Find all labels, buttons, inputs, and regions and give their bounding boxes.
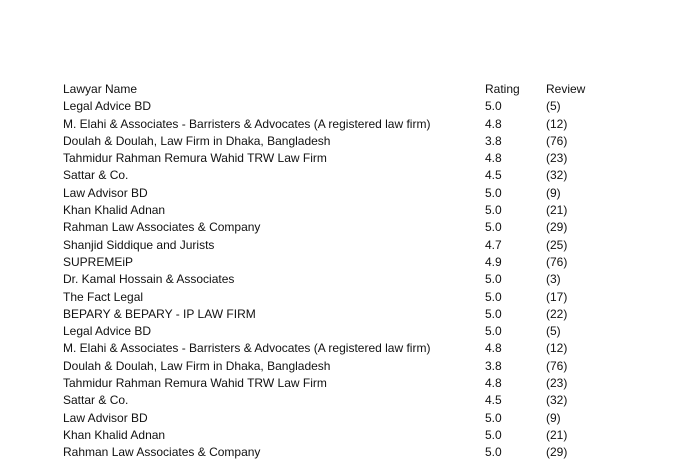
review-count-cell: (5): [546, 99, 561, 114]
lawyer-name-cell: M. Elahi & Associates - Barristers & Advocates (A registered law firm): [63, 116, 431, 131]
table-row: [63, 150, 623, 167]
rating-cell: 4.8: [485, 376, 502, 391]
rating-cell: 5.0: [485, 427, 502, 442]
table-row: [63, 340, 623, 357]
lawyer-name-cell: Law Advisor BD: [63, 185, 148, 200]
review-count-cell: (29): [546, 445, 568, 460]
lawyer-name-cell: Khan Khalid Adnan: [63, 203, 166, 218]
table-row: [63, 410, 623, 427]
lawyer-name-cell: Dr. Kamal Hossain & Associates: [63, 272, 235, 287]
lawyer-name-cell: The Fact Legal: [63, 289, 144, 304]
table-row: [63, 254, 623, 271]
header-review: Review: [546, 82, 586, 96]
table-row: [63, 133, 623, 150]
review-count-cell: (32): [546, 168, 568, 183]
lawyer-table: [63, 81, 623, 462]
lawyer-name-cell: M. Elahi & Associates - Barristers & Advocates (A registered law firm): [63, 341, 431, 356]
rating-cell: 3.8: [485, 358, 502, 373]
review-count-cell: (9): [546, 410, 561, 425]
review-count-cell: (32): [546, 393, 568, 408]
lawyer-name-cell: Sattar & Co.: [63, 393, 129, 408]
rating-cell: 5.0: [485, 272, 502, 287]
review-count-cell: (21): [546, 427, 568, 442]
lawyer-name-cell: Tahmidur Rahman Remura Wahid TRW Law Firm: [63, 376, 327, 391]
table-row: [63, 116, 623, 133]
rating-cell: 5.0: [485, 220, 502, 235]
review-count-cell: (76): [546, 254, 568, 269]
review-count-cell: (76): [546, 133, 568, 148]
lawyer-name-cell: Shanjid Siddique and Jurists: [63, 237, 215, 252]
table-row: [63, 392, 623, 409]
rating-cell: 5.0: [485, 203, 502, 218]
rating-cell: 4.8: [485, 341, 502, 356]
lawyer-name-cell: BEPARY & BEPARY - IP LAW FIRM: [63, 306, 256, 321]
lawyer-name-cell: Doulah & Doulah, Law Firm in Dhaka, Bangladesh: [63, 358, 331, 373]
review-count-cell: (25): [546, 237, 568, 252]
rating-cell: 4.8: [485, 151, 502, 166]
table-row: [63, 427, 623, 444]
table-row: [63, 237, 623, 254]
lawyer-name-cell: Legal Advice BD: [63, 324, 152, 339]
table-row: [63, 289, 623, 306]
rating-cell: 5.0: [485, 185, 502, 200]
table-body: [63, 98, 623, 461]
review-count-cell: (5): [546, 324, 561, 339]
review-count-cell: (3): [546, 272, 561, 287]
table-row: [63, 202, 623, 219]
rating-cell: 5.0: [485, 289, 502, 304]
table-row: [63, 185, 623, 202]
review-count-cell: (17): [546, 289, 568, 304]
lawyer-name-cell: Khan Khalid Adnan: [63, 427, 166, 442]
lawyer-name-cell: Doulah & Doulah, Law Firm in Dhaka, Bangladesh: [63, 133, 331, 148]
rating-cell: 3.8: [485, 133, 502, 148]
review-count-cell: (9): [546, 185, 561, 200]
rating-cell: 5.0: [485, 410, 502, 425]
review-count-cell: (29): [546, 220, 568, 235]
lawyer-name-cell: Tahmidur Rahman Remura Wahid TRW Law Firm: [63, 151, 327, 166]
table-row: [63, 375, 623, 392]
review-count-cell: (23): [546, 151, 568, 166]
table-row: [63, 271, 623, 288]
lawyer-name-cell: Law Advisor BD: [63, 410, 148, 425]
rating-cell: 5.0: [485, 445, 502, 460]
table-row: [63, 306, 623, 323]
table-row: [63, 323, 623, 340]
lawyer-name-cell: Sattar & Co.: [63, 168, 129, 183]
rating-cell: 5.0: [485, 306, 502, 321]
table-row: [63, 358, 623, 375]
rating-cell: 4.5: [485, 168, 502, 183]
rating-cell: 4.5: [485, 393, 502, 408]
table-row: [63, 167, 623, 184]
lawyer-name-cell: Rahman Law Associates & Company: [63, 445, 261, 460]
rating-cell: 5.0: [485, 99, 502, 114]
rating-cell: 4.8: [485, 116, 502, 131]
lawyer-name-cell: Rahman Law Associates & Company: [63, 220, 261, 235]
rating-cell: 4.9: [485, 254, 502, 269]
review-count-cell: (12): [546, 341, 568, 356]
header-lawyer-name: Lawyar Name: [63, 82, 138, 96]
header-rating: Rating: [485, 82, 520, 96]
review-count-cell: (23): [546, 376, 568, 391]
review-count-cell: (22): [546, 306, 568, 321]
review-count-cell: (12): [546, 116, 568, 131]
lawyer-name-cell: Legal Advice BD: [63, 99, 152, 114]
table-header-row: [63, 81, 623, 98]
rating-cell: 5.0: [485, 324, 502, 339]
review-count-cell: (76): [546, 358, 568, 373]
review-count-cell: (21): [546, 203, 568, 218]
rating-cell: 4.7: [485, 237, 502, 252]
table-row: [63, 98, 623, 115]
table-row: [63, 219, 623, 236]
lawyer-name-cell: SUPREMEiP: [63, 254, 134, 269]
